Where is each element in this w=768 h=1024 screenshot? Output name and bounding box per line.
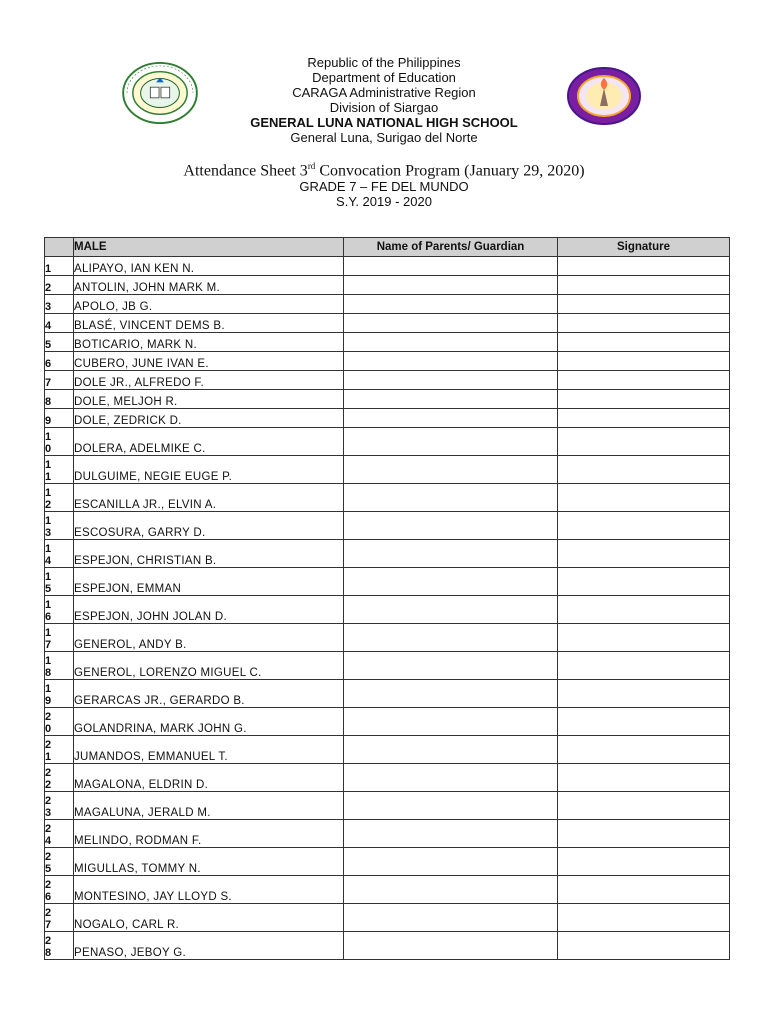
student-name: ESPEJON, EMMAN [74,568,344,596]
row-number: 3 [45,295,74,314]
table-row [45,371,730,390]
table-row [45,680,730,708]
signature-cell[interactable] [558,624,730,652]
header-department: Department of Education [312,70,456,85]
parent-guardian-cell[interactable] [344,904,558,932]
table-row [45,295,730,314]
student-name: ESCOSURA, GARRY D. [74,512,344,540]
header-number [45,238,74,257]
row-number: 1 0 [45,428,74,456]
row-number: 1 9 [45,680,74,708]
header-male: MALE [74,238,344,257]
parent-guardian-cell[interactable] [344,295,558,314]
student-name: ANTOLIN, JOHN MARK M. [74,276,344,295]
table-row [45,390,730,409]
signature-cell[interactable] [558,876,730,904]
row-number: 2 4 [45,820,74,848]
signature-cell[interactable] [558,352,730,371]
parent-guardian-cell[interactable] [344,512,558,540]
row-number: 7 [45,371,74,390]
signature-cell[interactable] [558,484,730,512]
header-parents-guardian: Name of Parents/ Guardian [344,238,558,257]
signature-cell[interactable] [558,276,730,295]
signature-cell[interactable] [558,652,730,680]
row-number: 1 4 [45,540,74,568]
row-number: 2 2 [45,764,74,792]
row-number: 1 7 [45,624,74,652]
header-signature: Signature [558,238,730,257]
row-number: 1 2 [45,484,74,512]
table-row [45,540,730,568]
row-number: 1 [45,257,74,276]
student-name: ESCANILLA JR., ELVIN A. [74,484,344,512]
table-row [45,352,730,371]
parent-guardian-cell[interactable] [344,680,558,708]
table-row [45,428,730,456]
parent-guardian-cell[interactable] [344,876,558,904]
table-row [45,257,730,276]
table-row [45,820,730,848]
parent-guardian-cell[interactable] [344,932,558,960]
signature-cell[interactable] [558,409,730,428]
row-number: 1 8 [45,652,74,680]
row-number: 1 1 [45,456,74,484]
parent-guardian-cell[interactable] [344,596,558,624]
student-name: CUBERO, JUNE IVAN E. [74,352,344,371]
row-number: 2 7 [45,904,74,932]
student-name: ALIPAYO, IAN KEN N. [74,257,344,276]
signature-cell[interactable] [558,314,730,333]
table-row [45,792,730,820]
parent-guardian-cell[interactable] [344,764,558,792]
school-name: GENERAL LUNA NATIONAL HIGH SCHOOL [250,115,518,130]
school-year: S.Y. 2019 - 2020 [336,194,432,209]
parent-guardian-cell[interactable] [344,409,558,428]
parent-guardian-cell[interactable] [344,456,558,484]
student-name: ESPEJON, JOHN JOLAN D. [74,596,344,624]
parent-guardian-cell[interactable] [344,792,558,820]
signature-cell[interactable] [558,295,730,314]
signature-cell[interactable] [558,820,730,848]
signature-cell[interactable] [558,708,730,736]
student-name: MAGALONA, ELDRIN D. [74,764,344,792]
parent-guardian-cell[interactable] [344,428,558,456]
parent-guardian-cell[interactable] [344,736,558,764]
parent-guardian-cell[interactable] [344,540,558,568]
row-number: 2 8 [45,932,74,960]
student-name: GENEROL, LORENZO MIGUEL C. [74,652,344,680]
student-name: DOLE, ZEDRICK D. [74,409,344,428]
signature-cell[interactable] [558,792,730,820]
student-name: DOLE, MELJOH R. [74,390,344,409]
student-name: GENEROL, ANDY B. [74,624,344,652]
row-number: 9 [45,409,74,428]
student-name: DOLE JR., ALFREDO F. [74,371,344,390]
student-name: DULGUIME, NEGIE EUGE P. [74,456,344,484]
table-row [45,652,730,680]
signature-cell[interactable] [558,764,730,792]
student-name: MAGALUNA, JERALD M. [74,792,344,820]
signature-cell[interactable] [558,848,730,876]
table-header-row [45,238,730,257]
parent-guardian-cell[interactable] [344,314,558,333]
attendance-rows [45,257,730,960]
table-row [45,764,730,792]
table-row [45,456,730,484]
table-row [45,904,730,932]
parent-guardian-cell[interactable] [344,624,558,652]
signature-cell[interactable] [558,904,730,932]
header-division: Division of Siargao [329,100,439,115]
student-name: DOLERA, ADELMIKE C. [74,428,344,456]
table-row [45,409,730,428]
table-row [45,512,730,540]
attendance-table [44,237,730,960]
school-address: General Luna, Surigao del Norte [290,130,478,145]
table-row [45,314,730,333]
table-row [45,736,730,764]
row-number: 2 6 [45,876,74,904]
row-number: 1 6 [45,596,74,624]
row-number: 2 0 [45,708,74,736]
signature-cell[interactable] [558,596,730,624]
signature-cell[interactable] [558,568,730,596]
signature-cell[interactable] [558,680,730,708]
student-name: MONTESINO, JAY LLOYD S. [74,876,344,904]
row-number: 6 [45,352,74,371]
row-number: 2 1 [45,736,74,764]
row-number: 1 3 [45,512,74,540]
sheet-title-post: Convocation Program (January 29, 2020) [315,162,585,180]
parent-guardian-cell[interactable] [344,371,558,390]
sheet-title [0,161,768,180]
parent-guardian-cell[interactable] [344,333,558,352]
student-name: NOGALO, CARL R. [74,904,344,932]
table-row [45,876,730,904]
signature-cell[interactable] [558,932,730,960]
table-row [45,484,730,512]
sheet-title-pre: Attendance Sheet 3 [183,162,308,180]
header-region: CARAGA Administrative Region [292,85,476,100]
parent-guardian-cell[interactable] [344,352,558,371]
header-republic: Republic of the Philippines [307,55,461,70]
sheet-title-sup: rd [307,161,316,171]
table-row [45,596,730,624]
table-row [45,276,730,295]
parent-guardian-cell[interactable] [344,276,558,295]
grade-section: GRADE 7 – FE DEL MUNDO [299,179,469,194]
signature-cell[interactable] [558,512,730,540]
student-name: MELINDO, RODMAN F. [74,820,344,848]
signature-cell[interactable] [558,333,730,352]
student-name: JUMANDOS, EMMANUEL T. [74,736,344,764]
parent-guardian-cell[interactable] [344,820,558,848]
student-name: BLASÉ, VINCENT DEMS B. [74,314,344,333]
parent-guardian-cell[interactable] [344,390,558,409]
table-row [45,333,730,352]
row-number: 2 [45,276,74,295]
signature-cell[interactable] [558,456,730,484]
table-row [45,568,730,596]
signature-cell[interactable] [558,540,730,568]
row-number: 5 [45,333,74,352]
student-name: BOTICARIO, MARK N. [74,333,344,352]
row-number: 2 5 [45,848,74,876]
signature-cell[interactable] [558,428,730,456]
parent-guardian-cell[interactable] [344,848,558,876]
student-name: ESPEJON, CHRISTIAN B. [74,540,344,568]
signature-cell[interactable] [558,257,730,276]
student-name: GERARCAS JR., GERARDO B. [74,680,344,708]
table-row [45,932,730,960]
signature-cell[interactable] [558,371,730,390]
student-name: APOLO, JB G. [74,295,344,314]
parent-guardian-cell[interactable] [344,708,558,736]
parent-guardian-cell[interactable] [344,568,558,596]
student-name: GOLANDRINA, MARK JOHN G. [74,708,344,736]
student-name: PENASO, JEBOY G. [74,932,344,960]
parent-guardian-cell[interactable] [344,652,558,680]
row-number: 1 5 [45,568,74,596]
parent-guardian-cell[interactable] [344,257,558,276]
signature-cell[interactable] [558,390,730,409]
parent-guardian-cell[interactable] [344,484,558,512]
table-row [45,708,730,736]
row-number: 8 [45,390,74,409]
table-row [45,624,730,652]
signature-cell[interactable] [558,736,730,764]
row-number: 2 3 [45,792,74,820]
row-number: 4 [45,314,74,333]
table-row [45,848,730,876]
student-name: MIGULLAS, TOMMY N. [74,848,344,876]
